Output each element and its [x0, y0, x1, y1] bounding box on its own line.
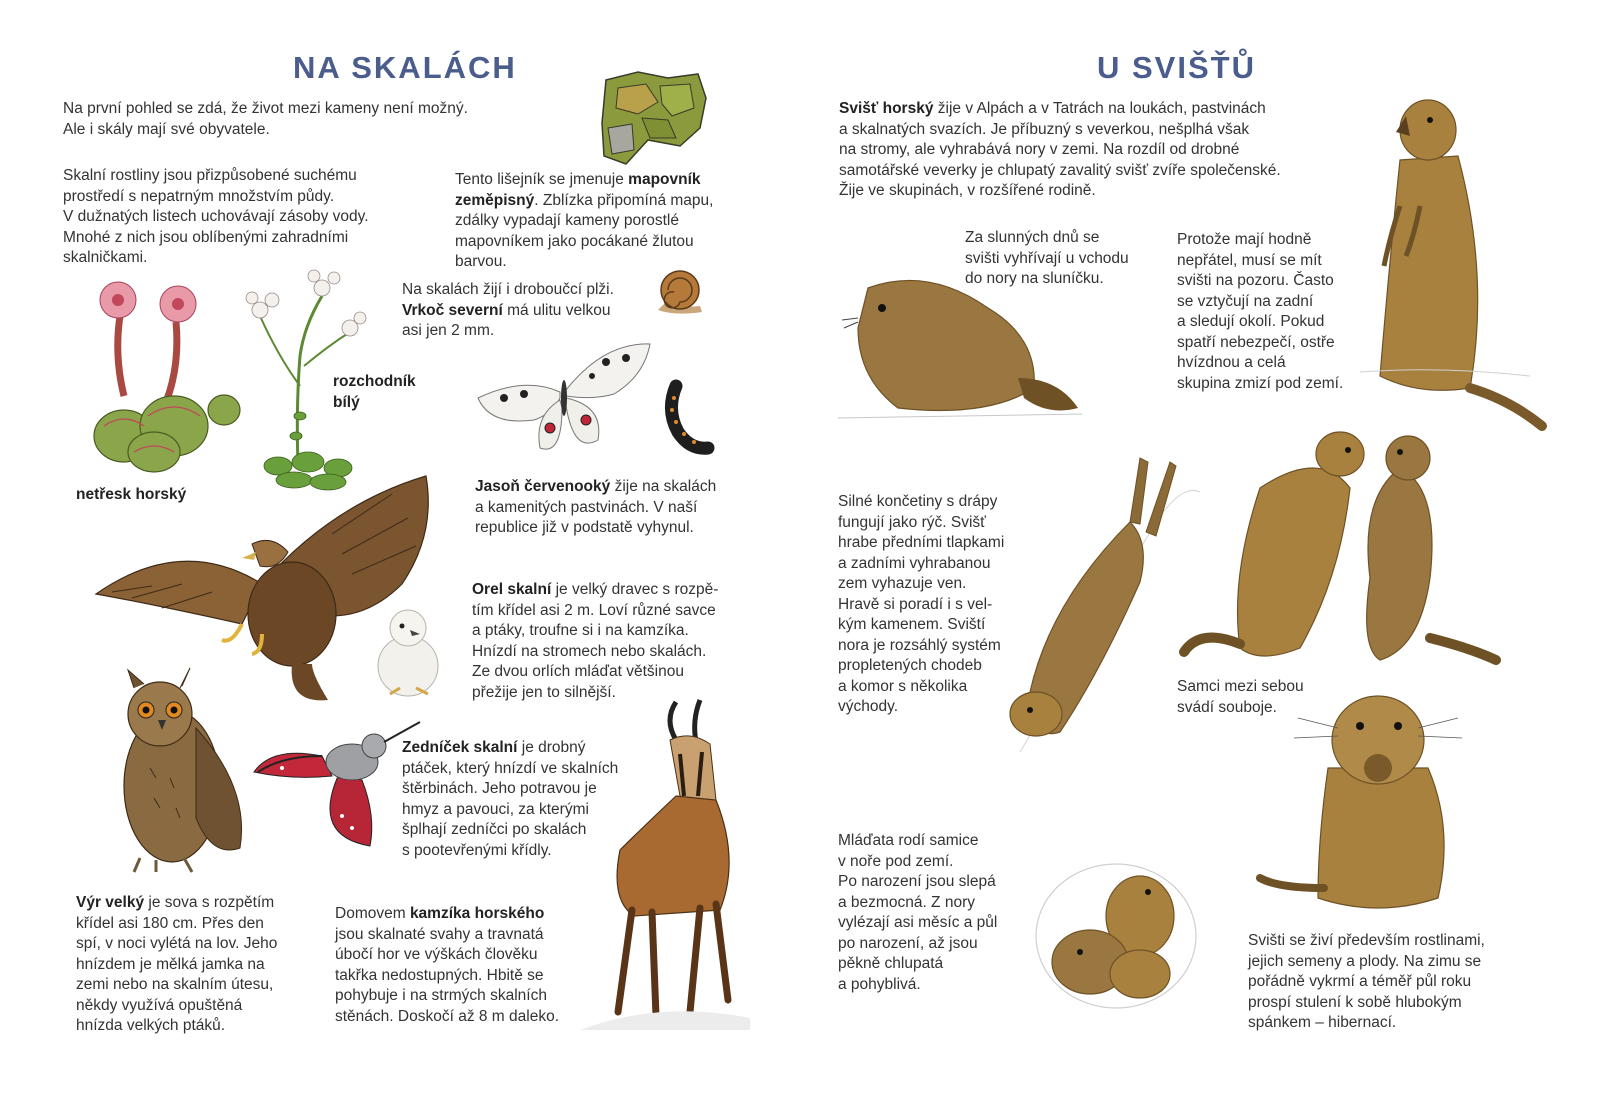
text-line: hnízda velkých ptáků. — [76, 1017, 226, 1034]
label-line: rozchodník — [333, 373, 416, 390]
species-name: Svišť horský — [839, 100, 934, 117]
houseleek-illustration — [84, 276, 242, 476]
text-line: prospí stulení k sobě hlubokým — [1248, 993, 1462, 1011]
owl-text — [76, 893, 277, 1037]
text-line: přežije jen to silnější. — [472, 683, 616, 701]
label-line: bílý — [333, 393, 360, 411]
text-line: po narození, až jsou — [838, 934, 978, 952]
text-line: a komor s několika — [838, 677, 968, 695]
houseleek-label: netřesk horský — [76, 486, 187, 503]
text-line: s pootevřenými křídly. — [402, 841, 552, 859]
species-name: Zedníček skalní — [402, 739, 518, 756]
text-line: vylézají asi měsíc a půl — [838, 914, 998, 931]
text-line: hvízdnou a celá — [1177, 354, 1286, 371]
text-line: zdálky vypadají kameny porostlé — [455, 212, 680, 229]
right-page-title: U SVIŠŤŮ — [1097, 50, 1256, 85]
left-intro-line-1: Na první pohled se zdá, že život mezi kameny není možný. — [63, 100, 468, 117]
text-line: svišti vyhřívají u vchodu — [965, 249, 1129, 267]
apollo-text — [475, 477, 716, 539]
text-line: Hnízdí na stromech nebo skalách. — [472, 642, 707, 660]
text-line: a sledují okolí. Pokud — [1177, 313, 1325, 330]
text-line: Skalní rostliny jsou přizpůsobené suchému — [63, 167, 357, 184]
text-line: v noře pod zemí. — [838, 852, 954, 870]
text-line: spatří nebezpečí, ostře — [1177, 333, 1335, 351]
text-fragment: je velký dravec s rozpě- — [551, 581, 719, 598]
text-line: hnízdem je mělká jamka na — [76, 955, 265, 973]
standing-marmot-illustration — [1360, 96, 1546, 432]
text-line: Ze dvou orlích mláďat většinou — [472, 663, 684, 680]
lichen-text — [455, 170, 713, 273]
text-line: zem vyhazuje ven. — [838, 575, 967, 592]
text-line: a ptáky, troufne si i na kamzíka. — [472, 622, 689, 639]
text-line: skupina zmizí pod zemí. — [1177, 374, 1344, 392]
text-line: prostředí s nepatrným množstvím půdy. — [63, 187, 335, 205]
digging-text — [838, 492, 1004, 718]
species-name: kamzíka horského — [409, 905, 545, 922]
text-line: a kamenitých pastvinách. V naší — [475, 498, 698, 516]
text-line: pěkně chlupatá — [838, 955, 944, 972]
snail-text — [402, 280, 614, 342]
text-line: republice již v podstatě vyhynul. — [475, 519, 694, 536]
text-line: úbočí hor ve výškách člověku — [335, 946, 538, 963]
species-name: Orel skalní — [472, 581, 552, 598]
lichen-illustration — [598, 68, 710, 168]
text-line: skalničkami. — [63, 249, 148, 266]
text-line: Po narození jsou slepá — [838, 873, 996, 890]
text-line: Na skalách žijí i droboučcí plži. — [402, 281, 614, 298]
text-line: Za slunných dnů se — [965, 229, 1100, 246]
text-line: východy. — [838, 698, 899, 715]
text-line: ptáček, který hnízdí ve skalních — [402, 759, 619, 777]
text-line: a pohyblivá. — [838, 975, 921, 993]
text-line: Samci mezi sebou — [1177, 678, 1304, 695]
chamois-illustration — [580, 700, 750, 1030]
fighting-marmots-illustration — [1180, 428, 1498, 668]
text-fragment: . Zblízka připomíná mapu, — [534, 191, 714, 209]
young-marmots-illustration — [1030, 852, 1194, 1012]
text-line: a zadními vyhrabanou — [838, 554, 991, 572]
text-line: mapovníkem jako pocákané žlutou — [455, 232, 694, 250]
text-line: a bezmocná. Z nory — [838, 893, 975, 911]
text-line: fungují jako rýč. Svišť — [838, 513, 986, 531]
text-fragment: Tento lišejník se jmenuje — [455, 171, 629, 188]
text-line: Protože mají hodně — [1177, 231, 1312, 248]
text-line: stěnách. Doskočí až 8 m daleko. — [335, 1007, 560, 1025]
text-line: křídel asi 180 cm. Přes den — [76, 914, 264, 932]
sunning-text — [965, 228, 1129, 290]
text-line: šplhají zedníčci po skalách — [402, 821, 587, 838]
text-line: Mnohé z nich jsou oblíbenými zahradními — [63, 228, 349, 246]
species-name: zeměpisný — [455, 191, 535, 209]
text-line: spí, v noci vylétá na lov. Jeho — [76, 935, 278, 952]
text-line: samotářské veverky je chlupatý zavalitý svišť zvíře společenské. — [839, 161, 1281, 179]
text-line: tím křídel asi 2 m. Loví různé savce — [472, 601, 716, 619]
text-line: propletených chodeb — [838, 657, 982, 674]
text-line: svišti na pozoru. Často — [1177, 272, 1334, 289]
apollo-butterfly-illustration — [474, 336, 654, 458]
text-fragment: je sova s rozpětím — [144, 894, 275, 911]
snail-illustration — [654, 266, 706, 318]
left-intro-line-2: Ale i skály mají své obyvatele. — [63, 120, 270, 138]
text-line: kým kamenem. Sviští — [838, 616, 986, 633]
young-text — [838, 831, 997, 995]
species-name: Vrkoč severní — [402, 301, 503, 319]
text-line: a skalnatých svazích. Je příbuzný s veverkou, nešplhá však — [839, 120, 1250, 138]
text-line: takřka nedostupných. Hbitě se — [335, 966, 544, 984]
chamois-text — [335, 904, 559, 1027]
text-fragment: žije na skalách — [610, 478, 717, 495]
text-line: V dužnatých listech uchovávají zásoby vody. — [63, 208, 369, 225]
text-line: asi jen 2 mm. — [402, 322, 495, 339]
text-line: hrabe předními tlapkami — [838, 534, 1005, 551]
species-name: Jasoň červenooký — [475, 478, 611, 495]
text-line: na stromy, ale vyhrabává nory v zemi. Na rozdíl od drobné — [839, 141, 1240, 158]
text-line: svádí souboje. — [1177, 698, 1277, 716]
left-page-title: NA SKALÁCH — [293, 50, 517, 85]
text-fragment: má ulitu velkou — [502, 301, 611, 319]
eagle-owl-illustration — [100, 668, 252, 874]
text-line: barvou. — [455, 253, 507, 270]
text-fragment: Domovem — [335, 905, 410, 922]
text-line: Silné končetiny s drápy — [838, 493, 998, 510]
text-line: jejich semeny a plody. Na zimu se — [1248, 952, 1482, 970]
text-fragment: žije v Alpách a v Tatrách na loukách, pastvinách — [933, 100, 1266, 117]
rock-plants-text — [63, 166, 369, 269]
text-line: spánkem – hibernací. — [1248, 1014, 1397, 1031]
text-line: Žije ve skupinách, v rozšířené rodině. — [839, 182, 1096, 199]
watching-text — [1177, 230, 1343, 394]
species-name: mapovník — [628, 171, 701, 188]
white-stonecrop-label — [333, 372, 416, 413]
text-line: nepřátel, musí se mít — [1177, 251, 1322, 269]
eagle-text — [472, 580, 718, 703]
text-line: nora je rozsáhlý systém — [838, 636, 1001, 654]
text-line: Svišti se živí především rostlinami, — [1248, 932, 1485, 949]
right-intro — [839, 99, 1281, 202]
caterpillar-illustration — [662, 380, 712, 456]
text-fragment: je drobný — [517, 739, 586, 756]
text-line: se vztyčují na zadní — [1177, 292, 1314, 310]
species-name: Výr velký — [76, 894, 145, 911]
left-intro — [63, 99, 468, 140]
text-line: zemi nebo na skalním útesu, — [76, 976, 274, 993]
eaglet-illustration — [370, 604, 446, 700]
wallcreeper-illustration — [252, 716, 422, 850]
text-line: Hravě si poradí i s vel- — [838, 595, 993, 613]
eating-marmot-illustration — [1258, 688, 1498, 920]
text-line: pohybuje i na strmých skalních — [335, 987, 547, 1004]
text-line: někdy využívá opuštěná — [76, 996, 243, 1014]
food-text — [1248, 931, 1485, 1034]
text-line: štěrbinách. Jeho potravou je — [402, 780, 597, 797]
text-line: Mláďata rodí samice — [838, 832, 979, 849]
text-line: hmyz a pavouci, za kterými — [402, 800, 589, 818]
sunning-marmot-illustration — [838, 268, 1082, 420]
text-line: jsou skalnaté svahy a travnatá — [335, 925, 544, 943]
text-line: pořádně vykrmí a téměř půl roku — [1248, 973, 1472, 990]
text-line: do nory na sluníčku. — [965, 270, 1104, 287]
